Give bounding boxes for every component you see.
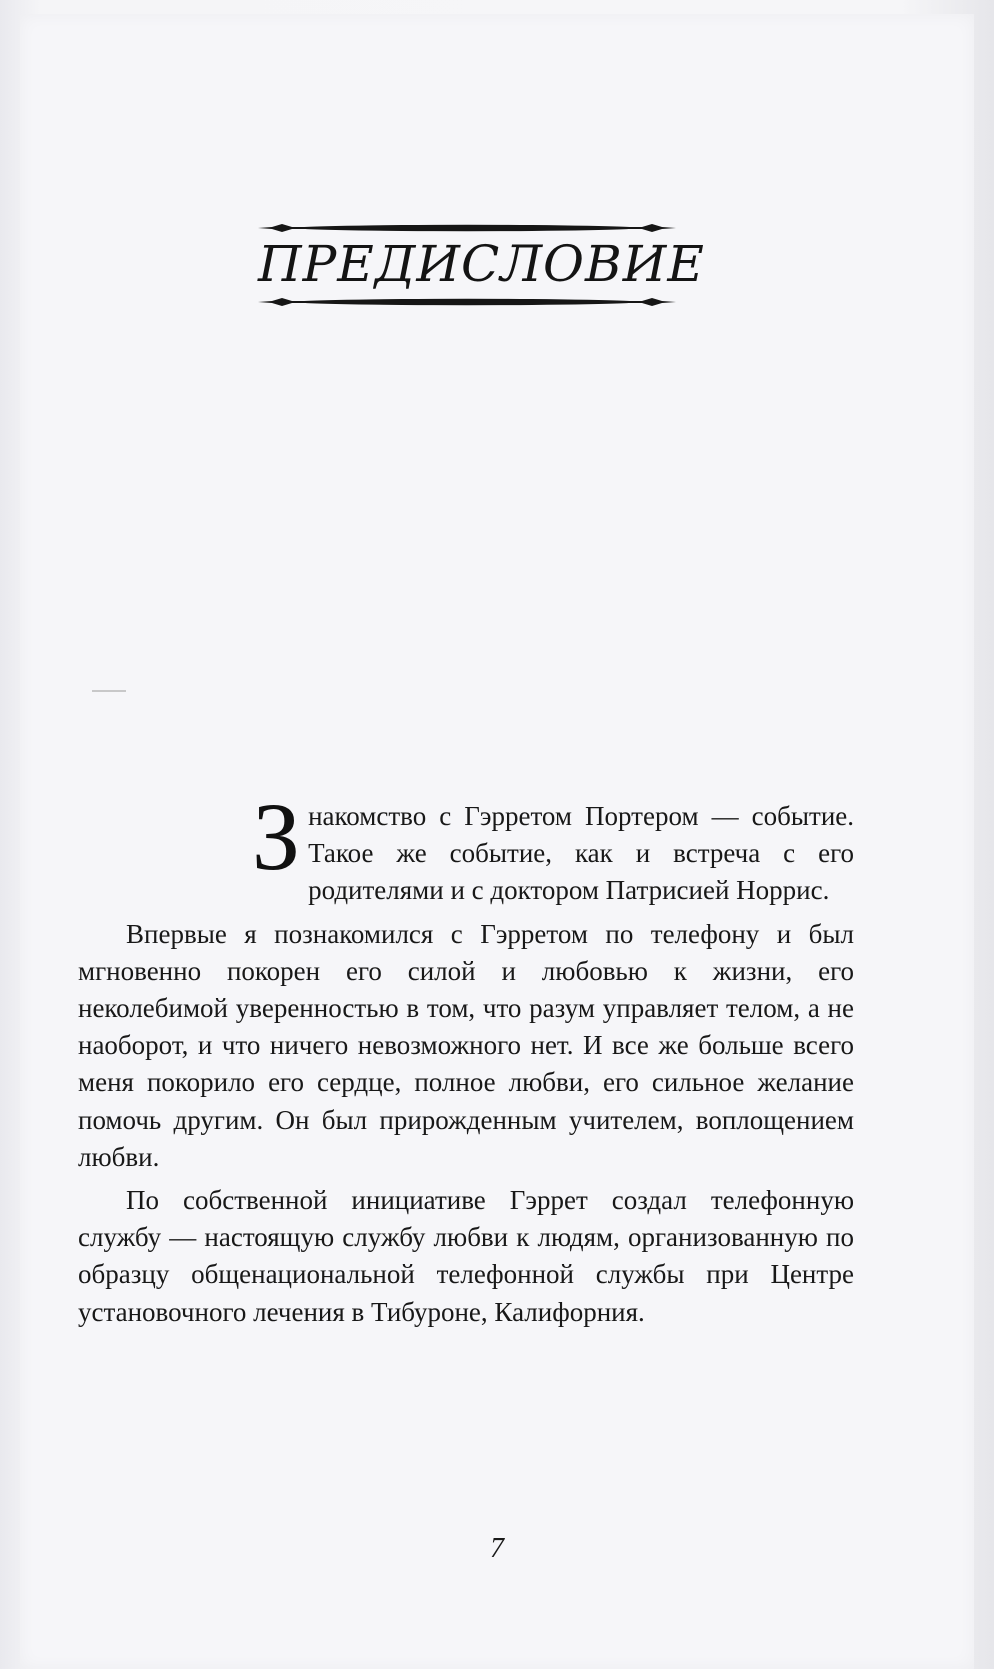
paragraph-1-text: накомство с Гэрретом Портером — событие. Такое же событие, как и встреча с его родителями и с доктором Патрисией Норрис. bbox=[308, 801, 854, 906]
paragraph-2: Впервые я познакомился с Гэрретом по телефону и был мгновенно покорен его силой и любовью к жизни, его неколебимой уверенностью в том, что разум управляет телом, а не наоборот, и что ничего невозможного нет. И все же больше всего меня покорило его сердце, полное любви, его сильное желание помочь другим. Он был прирожденным учителем, воплощением любви. bbox=[78, 918, 854, 1172]
chapter-heading bbox=[258, 222, 705, 308]
paragraph-1 bbox=[78, 783, 854, 910]
paragraph-3: По собственной инициативе Гэррет создал телефонную службу — настоящую службу любви к людям, организованную по образцу общенациональной телефонной службы при Центре установочного лечения в Тибуроне, Калифорния. bbox=[78, 1185, 854, 1327]
drop-cap: З bbox=[252, 783, 301, 890]
ornament-top-icon bbox=[258, 222, 676, 234]
body-text bbox=[78, 783, 854, 1331]
page-number: 7 bbox=[490, 1533, 504, 1564]
chapter-title: ПРЕДИСЛОВИЕ bbox=[258, 235, 705, 293]
scan-mark bbox=[92, 690, 126, 692]
ornament-bottom-icon bbox=[258, 296, 676, 308]
